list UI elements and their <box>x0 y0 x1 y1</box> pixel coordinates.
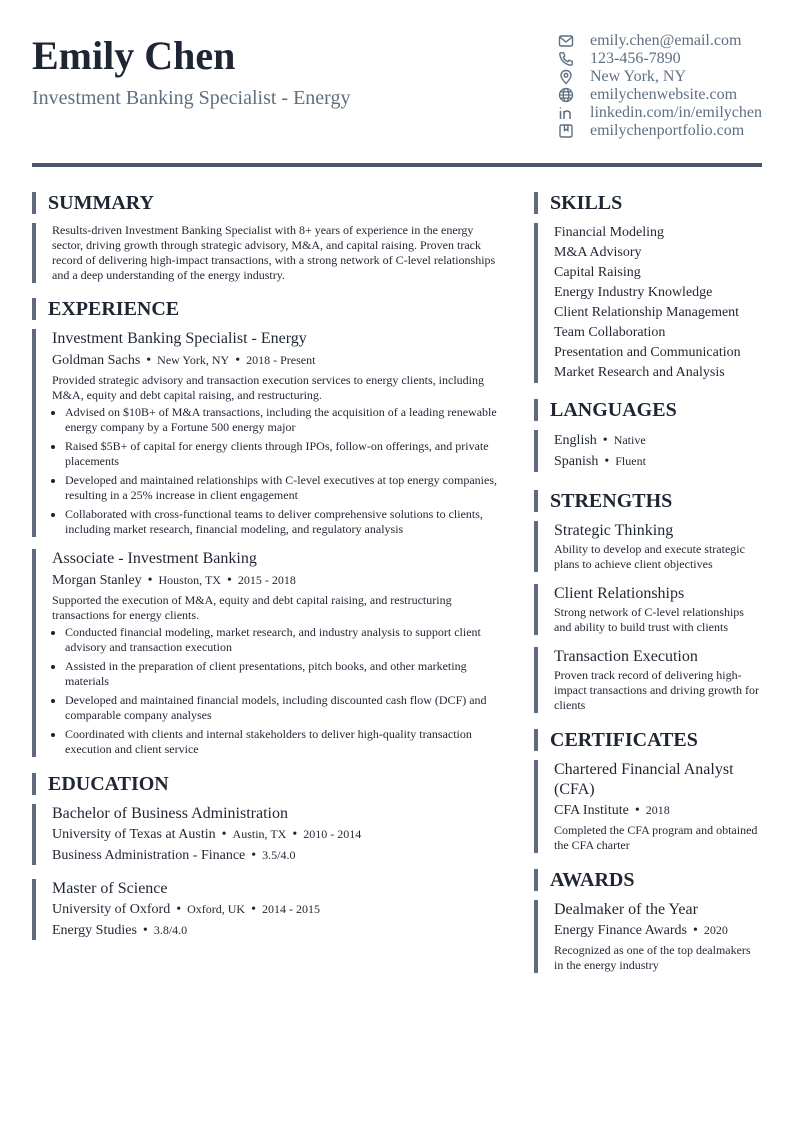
skill-item: Financial Modeling <box>554 225 665 240</box>
education-dates: 2014 - 2015 <box>262 902 321 916</box>
education-field-row: Business Administration - Finance • 3.5/4.0 <box>52 848 296 863</box>
contact-email-text: emily.chen@email.com <box>590 32 742 49</box>
languages-section <box>534 399 762 472</box>
strength-title: Client Relationships <box>554 585 685 602</box>
header-divider <box>32 163 762 167</box>
candidate-name: Emily Chen <box>32 33 236 78</box>
summary-text: Results-driven Investment Banking Specialist with 8+ years of experience in the energy sector, driving growth through strategic advisory, M&A, and capital raising. Proven track record of delivering high-impact transactions, with a strong network of C-level relationships and a deep understanding of the energy industry. <box>32 223 506 283</box>
contact-website[interactable] <box>558 86 768 104</box>
award-title: Dealmaker of the Year <box>554 901 698 918</box>
portfolio-icon <box>558 123 574 139</box>
globe-icon <box>558 87 574 103</box>
education-meta: University of Oxford • Oxford, UK • 2014 - 2015 <box>52 902 321 917</box>
language-level: Fluent <box>615 454 646 468</box>
contact-website-text: emilychenwebsite.com <box>590 86 738 103</box>
education-dates: 2010 - 2014 <box>303 827 362 841</box>
section-heading: LANGUAGES <box>534 399 762 421</box>
contact-list <box>558 32 768 140</box>
school-location: Austin, TX <box>232 827 287 841</box>
skill-item: Presentation and Communication <box>554 345 741 360</box>
language-name: English <box>554 433 597 448</box>
section-heading: STRENGTHS <box>534 490 762 512</box>
school-name: University of Oxford <box>52 902 171 917</box>
section-heading: EXPERIENCE <box>32 298 506 320</box>
field-of-study: Energy Studies <box>52 923 137 938</box>
job-dates: 2015 - 2018 <box>237 573 296 587</box>
strength-title: Transaction Execution <box>554 648 698 665</box>
contact-email[interactable] <box>558 32 768 50</box>
strength-text: Ability to develop and execute strategic plans to achieve client objectives <box>554 542 745 571</box>
job-description: Provided strategic advisory and transaction execution services to energy clients, including M&A, equity and debt capital raising, and restructuring. <box>52 373 484 402</box>
strengths-section <box>534 490 762 713</box>
experience-section <box>32 298 506 757</box>
awards-section <box>534 869 762 973</box>
award-text: Recognized as one of the top dealmakers in the energy industry <box>554 943 751 972</box>
strength-item <box>534 584 762 635</box>
skill-item: Client Relationship Management <box>554 305 740 320</box>
right-column <box>534 192 762 973</box>
section-heading: SUMMARY <box>32 192 506 214</box>
award-item <box>534 900 762 973</box>
left-column <box>32 192 506 940</box>
job-dates: 2018 - Present <box>246 353 316 367</box>
education-field-row: Energy Studies • 3.8/4.0 <box>52 923 188 938</box>
job-bullet: • Collaborated with cross-functional teams to deliver comprehensive solutions to clients, including market research, financial modeling, and regulatory analysis <box>65 507 506 537</box>
job-description: Supported the execution of M&A, equity and debt capital raising, and restructuring transactions for energy clients. <box>52 593 452 622</box>
gpa: 3.5/4.0 <box>262 848 296 862</box>
languages-list <box>534 430 762 472</box>
language-level: Native <box>613 433 646 447</box>
summary-section <box>32 192 506 283</box>
envelope-icon <box>558 33 574 49</box>
certificate-item <box>534 760 762 853</box>
skill-item: Capital Raising <box>554 265 641 280</box>
skill-item: M&A Advisory <box>554 245 642 260</box>
school-name: University of Texas at Austin <box>52 827 216 842</box>
section-heading: SKILLS <box>534 192 762 214</box>
job-meta: Goldman Sachs • New York, NY • 2018 - Present <box>52 353 316 368</box>
job-bullets <box>52 625 506 757</box>
job-location: Houston, TX <box>158 573 221 587</box>
school-location: Oxford, UK <box>187 902 246 916</box>
award-issuer: Energy Finance Awards <box>554 923 687 938</box>
certificate-meta: CFA Institute • 2018 <box>554 803 670 818</box>
language-item: English • Native <box>554 433 646 448</box>
strength-text: Proven track record of delivering high-impact transactions and driving growth for clients <box>554 668 759 712</box>
certificates-section <box>534 729 762 853</box>
education-section <box>32 773 506 940</box>
degree-title: Bachelor of Business Administration <box>52 805 288 822</box>
strength-text: Strong network of C-level relationships and ability to build trust with clients <box>554 605 744 634</box>
contact-linkedin[interactable] <box>558 104 768 122</box>
section-heading: EDUCATION <box>32 773 506 795</box>
field-of-study: Business Administration - Finance <box>52 848 246 863</box>
skills-section <box>534 192 762 383</box>
job-bullet: • Coordinated with clients and internal stakeholders to deliver high-quality transaction execution and client service <box>65 727 506 757</box>
job-bullet: • Developed and maintained financial models, including discounted cash flow (DCF) and comparable company analyses <box>65 693 506 723</box>
section-heading: AWARDS <box>534 869 762 891</box>
skill-item: Team Collaboration <box>554 325 666 340</box>
contact-portfolio-text: emilychenportfolio.com <box>590 122 745 139</box>
job-bullet: • Developed and maintained relationships with C-level executives at top energy companies, resulting in a 25% increase in client engagement <box>65 473 506 503</box>
award-meta: Energy Finance Awards • 2020 <box>554 923 728 938</box>
certificate-issuer: CFA Institute <box>554 803 629 818</box>
gpa: 3.8/4.0 <box>153 923 188 937</box>
strength-item <box>534 521 762 572</box>
certificate-title: Chartered Financial Analyst (CFA) <box>554 761 734 798</box>
certificate-text: Completed the CFA program and obtained the CFA charter <box>554 823 758 852</box>
contact-location <box>558 68 768 86</box>
experience-item <box>32 329 506 537</box>
language-name: Spanish <box>554 454 599 469</box>
education-meta: University of Texas at Austin • Austin, TX • 2010 - 2014 <box>52 827 362 842</box>
award-year: 2020 <box>703 923 728 937</box>
contact-linkedin-text: linkedin.com/in/emilychen <box>590 104 762 121</box>
section-heading: CERTIFICATES <box>534 729 762 751</box>
strength-item <box>534 647 762 713</box>
job-company: Goldman Sachs <box>52 353 141 368</box>
education-item <box>32 804 506 865</box>
skill-item: Market Research and Analysis <box>554 365 725 380</box>
job-location: New York, NY <box>157 353 230 367</box>
skills-list <box>534 223 762 383</box>
location-pin-icon <box>558 69 574 85</box>
certificate-year: 2018 <box>645 803 670 817</box>
resume-page <box>32 0 762 972</box>
education-item <box>32 879 506 940</box>
language-item: Spanish • Fluent <box>554 454 646 469</box>
contact-portfolio[interactable] <box>558 122 768 140</box>
experience-item <box>32 549 506 757</box>
resume-header <box>32 0 762 166</box>
job-bullet: • Advised on $10B+ of M&A transactions, including the acquisition of a leading renewable energy company by a Fortune 500 energy major <box>65 405 506 435</box>
phone-icon <box>558 51 574 67</box>
job-bullet: • Assisted in the preparation of client presentations, pitch books, and other marketing materials <box>65 659 506 689</box>
skill-item: Energy Industry Knowledge <box>554 285 713 300</box>
contact-phone-text: 123-456-7890 <box>590 50 681 67</box>
contact-phone[interactable] <box>558 50 768 68</box>
contact-location-text: New York, NY <box>590 68 687 85</box>
degree-title: Master of Science <box>52 880 168 897</box>
job-meta: Morgan Stanley • Houston, TX • 2015 - 2018 <box>52 573 296 588</box>
linkedin-icon <box>558 105 574 121</box>
job-bullets <box>52 405 506 537</box>
strength-title: Strategic Thinking <box>554 522 674 539</box>
job-company: Morgan Stanley <box>52 573 142 588</box>
job-role: Associate - Investment Banking <box>52 550 257 567</box>
job-bullet: • Raised $5B+ of capital for energy clients through IPOs, follow-on offerings, and private placements <box>65 439 506 469</box>
job-bullet: • Conducted financial modeling, market research, and industry analysis to support client advisory and transaction execution <box>65 625 506 655</box>
candidate-title: Investment Banking Specialist - Energy <box>32 87 351 109</box>
job-role: Investment Banking Specialist - Energy <box>52 330 307 347</box>
